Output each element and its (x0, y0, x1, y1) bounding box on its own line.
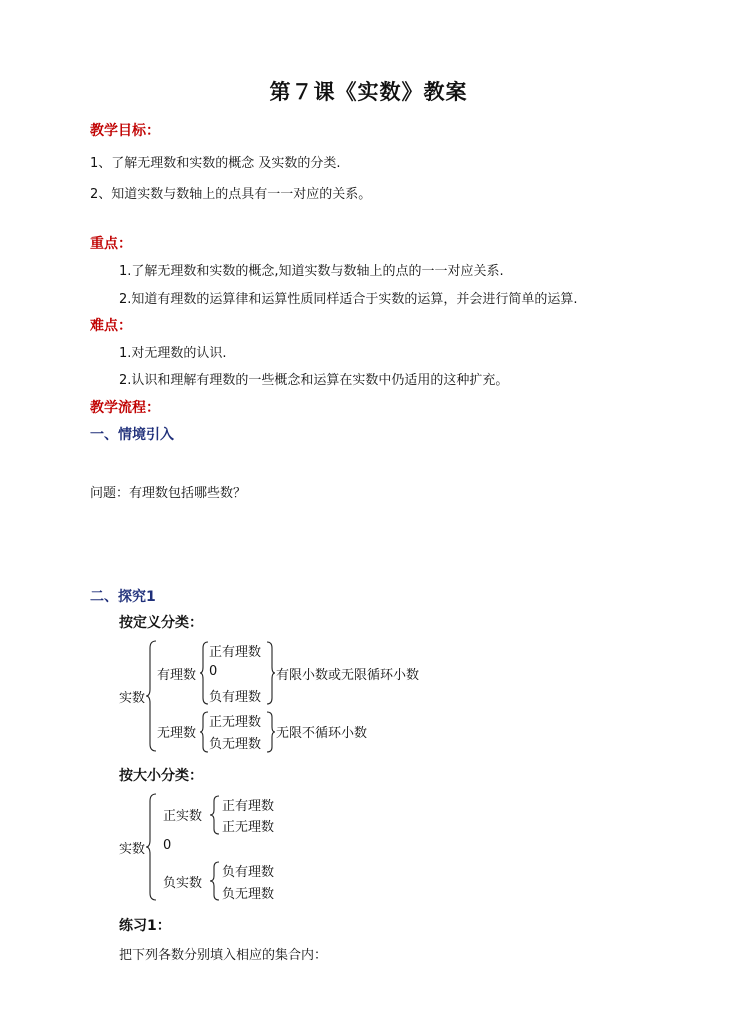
negative-item: 负无理数 (222, 887, 275, 902)
positive-brace (210, 795, 220, 835)
irrational-note: 无限不循环小数 (276, 726, 368, 741)
key-point-item: 1.了解无理数和实数的概念,知道实数与数轴上的点的一一对应关系. (119, 264, 504, 279)
page-title: 第７课《实数》教案 (269, 79, 468, 104)
rational-left-brace (200, 641, 209, 705)
objective-item: 2、知道实数与数轴上的点具有一一对应的关系。 (90, 187, 372, 202)
section1-question: 问题：有理数包括哪些数？ (90, 486, 247, 501)
size-root-brace (146, 793, 158, 901)
key-point-item: 2.知道有理数的运算律和运算性质同样适合于实数的运算，并会进行简单的运算. (119, 292, 578, 307)
irrational-item: 正无理数 (209, 715, 262, 730)
difficulty-item: 2.认识和理解有理数的一些概念和运算在实数中仍适用的这种扩充。 (119, 373, 509, 388)
objectives-heading: 教学目标： (90, 123, 160, 139)
rational-item: 正有理数 (209, 645, 262, 660)
rational-item: 0 (209, 664, 218, 679)
positive-item: 正有理数 (222, 799, 275, 814)
definition-root: 实数 (119, 691, 146, 706)
rational-label: 有理数 (157, 668, 197, 683)
irrational-label: 无理数 (157, 726, 197, 741)
negative-item: 负有理数 (222, 865, 275, 880)
rational-right-brace (267, 641, 276, 705)
exercise-instruction: 把下列各数分别填入相应的集合内： (119, 948, 328, 963)
positive-item: 正无理数 (222, 820, 275, 835)
process-heading: 教学流程： (90, 400, 160, 416)
zero-label: 0 (163, 838, 172, 853)
irrational-item: 负无理数 (209, 737, 262, 752)
section2-heading: 二、探究1 (90, 589, 156, 605)
rational-note: 有限小数或无限循环小数 (276, 668, 420, 683)
exercise-heading: 练习1： (119, 918, 171, 934)
by-definition-heading: 按定义分类： (119, 615, 203, 631)
irrational-right-brace (267, 711, 276, 753)
difficulty-item: 1.对无理数的认识. (119, 346, 227, 361)
section1-heading: 一、情境引入 (90, 427, 174, 443)
key-points-heading: 重点： (90, 236, 132, 252)
positive-label: 正实数 (163, 809, 203, 824)
size-root: 实数 (119, 842, 146, 857)
difficulties-heading: 难点： (90, 318, 132, 334)
rational-item: 负有理数 (209, 690, 262, 705)
negative-brace (210, 861, 220, 901)
negative-label: 负实数 (163, 876, 203, 891)
objective-item: 1、了解无理数和实数的概念 及实数的分类. (90, 156, 341, 171)
by-size-heading: 按大小分类： (119, 768, 203, 784)
irrational-left-brace (200, 711, 209, 753)
